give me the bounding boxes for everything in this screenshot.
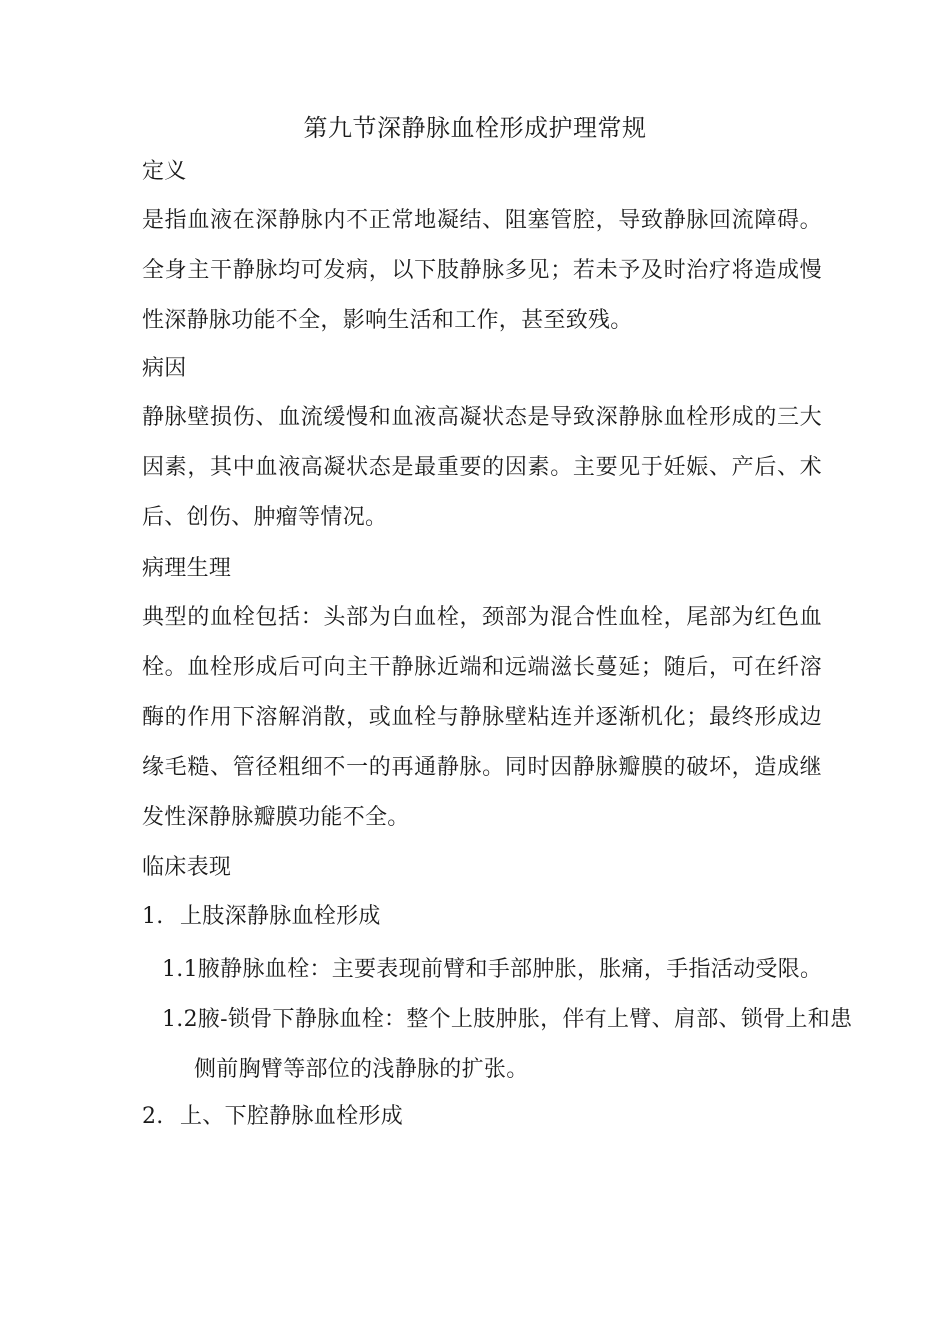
pathophysiology-paragraph: 典型的血栓包括：头部为白血栓，颈部为混合性血栓，尾部为红色血栓。血栓形成后可向主干静脉近端和远端滋长蔓延；随后，可在纤溶酶的作用下溶解消散，或血栓与静脉壁粘连并逐渐机化；最终形成边缘毛糙、管径粗细不一的再通静脉。同时因静脉瓣膜的破坏，造成继发性深静脉瓣膜功能不全。	[142, 605, 822, 830]
definition-paragraph: 是指血液在深静脉内不正常地凝结、阻塞管腔，导致静脉回流障碍。全身主干静脉均可发病，以下肢静脉多见；若未予及时治疗将造成慢性深静脉功能不全，影响生活和工作，甚至致残。	[142, 208, 822, 333]
sub-list-item: 1.1腋静脉血栓：主要表现前臂和手部肿胀，胀痛，手指活动受限。	[162, 957, 823, 982]
list-item-text: 上肢深静脉血栓形成	[180, 904, 381, 929]
etiology-paragraph: 静脉壁损伤、血流缓慢和血液高凝状态是导致深静脉血栓形成的三大因素，其中血液高凝状态是最重要的因素。主要见于妊娠、产后、术后、创伤、肿瘤等情况。	[142, 405, 822, 530]
clinical-heading: 临床表现	[142, 855, 232, 880]
list-item-text: 上、下腔静脉血栓形成	[180, 1104, 404, 1129]
list-item-number: 1.	[142, 904, 164, 929]
etiology-heading: 病因	[142, 356, 187, 381]
document-title: 第九节深静脉血栓形成护理常规	[303, 114, 647, 142]
list-item-number: 2.	[142, 1104, 164, 1129]
pathophysiology-heading: 病理生理	[142, 556, 232, 581]
definition-heading: 定义	[142, 159, 187, 184]
sub-list-item: 1.2腋-锁骨下静脉血栓：整个上肢肿胀，伴有上臂、肩部、锁骨上和患侧前胸臂等部位的浅静脉的扩张。	[162, 1007, 853, 1082]
list-item	[142, 1097, 403, 1137]
list-item	[142, 897, 381, 937]
